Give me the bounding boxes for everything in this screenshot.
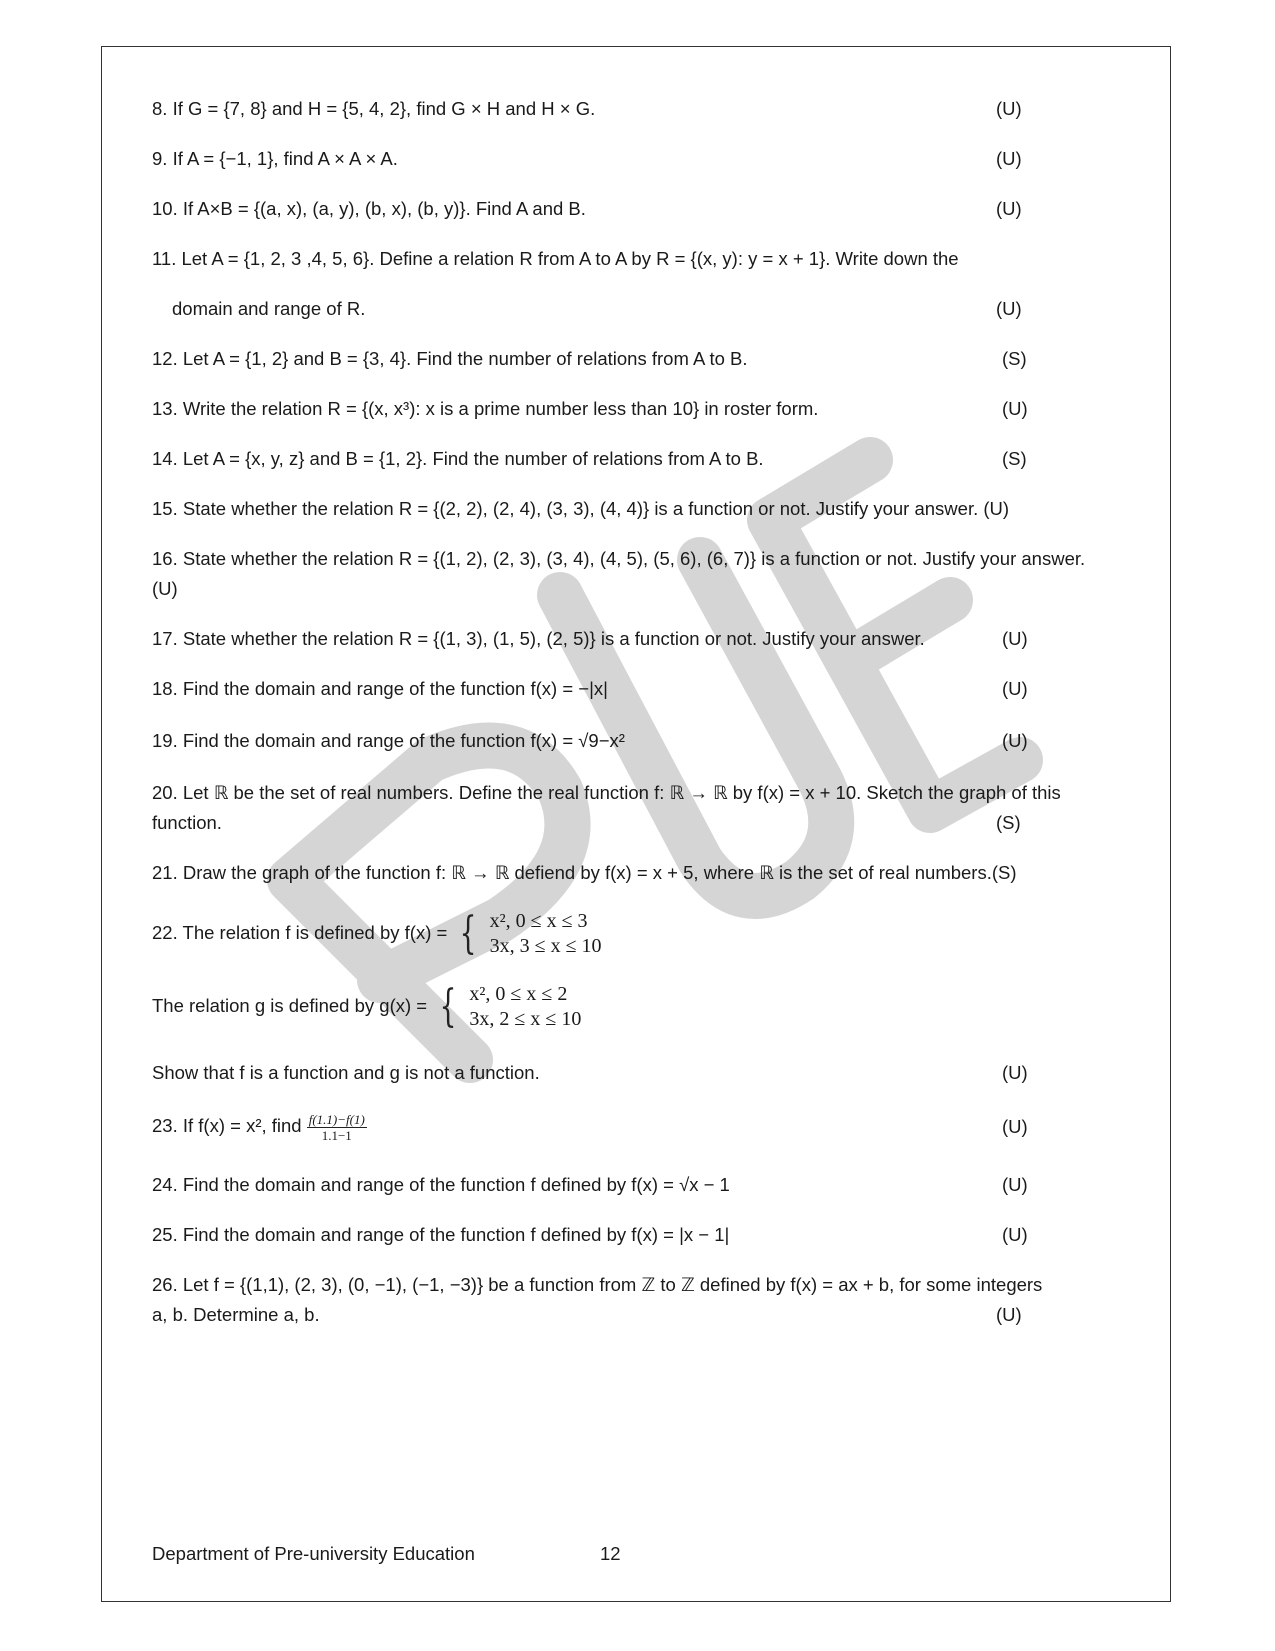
question-9-mark: (U) <box>996 148 1022 169</box>
fraction-numerator: f(1.1)−f(1) <box>308 1111 365 1127</box>
question-11: 11. Let A = {1, 2, 3 ,4, 5, 6}. Define a relation R from A to A by R = {(x, y): y = x + 1}. Write down the <box>152 248 959 269</box>
fraction <box>307 1112 367 1143</box>
question-11-line2: domain and range of R. <box>172 298 366 319</box>
question-19: 19. Find the domain and range of the function f(x) = √9−x² <box>152 730 625 751</box>
question-13: 13. Write the relation R = {(x, x³): x is a prime number less than 10} in roster form. <box>152 398 819 419</box>
question-11-mark: (U) <box>996 298 1022 319</box>
question-13-mark: (U) <box>1002 398 1028 419</box>
question-15: 15. State whether the relation R = {(2, 2), (2, 4), (3, 3), (4, 4)} is a function or not. Justify your answer. (U) <box>152 498 1010 519</box>
question-23-text: 23. If f(x) = x², find <box>152 1115 302 1136</box>
question-9: 9. If A = {−1, 1}, find A × A × A. <box>152 148 398 169</box>
piecewise-f <box>490 909 602 959</box>
question-16: 16. State whether the relation R = {(1, 2), (2, 3), (3, 4), (4, 5), (5, 6), (6, 7)} is a function or not. Justify your answer. <box>152 548 1086 569</box>
question-22-mark: (U) <box>1002 1062 1028 1083</box>
question-26: 26. Let f = {(1,1), (2, 3), (0, −1), (−1, −3)} be a function from ℤ to ℤ defined by f(x) = ax + b, for some integers <box>152 1274 1043 1295</box>
fraction-denominator: 1.1−1 <box>321 1127 352 1143</box>
question-20-line2: function. <box>152 812 222 833</box>
question-25: 25. Find the domain and range of the function f defined by f(x) = |x − 1| <box>152 1224 730 1245</box>
question-10-mark: (U) <box>996 198 1022 219</box>
question-17: 17. State whether the relation R = {(1, 3), (1, 5), (2, 5)} is a function or not. Justify your answer. <box>152 628 925 649</box>
question-18: 18. Find the domain and range of the function f(x) = −|x| <box>152 678 608 699</box>
question-14: 14. Let A = {x, y, z} and B = {1, 2}. Find the number of relations from A to B. <box>152 448 764 469</box>
question-20-mark: (S) <box>996 812 1021 833</box>
question-22-g <box>152 981 1172 1032</box>
question-17-mark: (U) <box>1002 628 1028 649</box>
question-10: 10. If A×B = {(a, x), (a, y), (b, x), (b, y)}. Find A and B. <box>152 198 586 219</box>
question-12-mark: (S) <box>1002 348 1027 369</box>
svg-text:PUE: PUE <box>0 0 3 1</box>
page-number: 12 <box>600 1543 621 1564</box>
question-22-g-text: The relation g is defined by g(x) = <box>152 995 428 1016</box>
question-26-mark: (U) <box>996 1304 1022 1325</box>
piecewise-g-case1: x², 0 ≤ x ≤ 2 <box>469 983 568 1006</box>
question-24-mark: (U) <box>1002 1174 1028 1195</box>
question-19-mark: (U) <box>1002 730 1028 751</box>
question-12: 12. Let A = {1, 2} and B = {3, 4}. Find the number of relations from A to B. <box>152 348 748 369</box>
question-22-text: 22. The relation f is defined by f(x) = <box>152 922 448 943</box>
question-21: 21. Draw the graph of the function f: ℝ → ℝ defiend by f(x) = x + 5, where ℝ is the set of real numbers.(S) <box>152 862 1017 883</box>
question-14-mark: (S) <box>1002 448 1027 469</box>
question-22-show: Show that f is a function and g is not a function. <box>152 1062 540 1083</box>
left-brace: { <box>460 908 477 960</box>
piecewise-f-case2: 3x, 3 ≤ x ≤ 10 <box>489 935 602 958</box>
question-18-mark: (U) <box>1002 678 1028 699</box>
piecewise-g-case2: 3x, 2 ≤ x ≤ 10 <box>469 1008 582 1031</box>
question-16-mark: (U) <box>152 578 178 599</box>
question-23-mark: (U) <box>1002 1116 1028 1137</box>
question-8: 8. If G = {7, 8} and H = {5, 4, 2}, find G × H and H × G. <box>152 98 596 119</box>
question-24: 24. Find the domain and range of the function f defined by f(x) = √x − 1 <box>152 1174 730 1195</box>
question-8-mark: (U) <box>996 98 1022 119</box>
left-brace: { <box>439 981 457 1033</box>
question-22 <box>152 908 1172 959</box>
question-25-mark: (U) <box>1002 1224 1028 1245</box>
footer-department: Department of Pre-university Education <box>152 1543 475 1564</box>
piecewise-g <box>469 982 581 1032</box>
question-26-line2: a, b. Determine a, b. <box>152 1304 320 1325</box>
question-20: 20. Let ℝ be the set of real numbers. Define the real function f: ℝ → ℝ by f(x) = x + 10. Sketch the graph of this <box>152 782 1061 803</box>
piecewise-f-case1: x², 0 ≤ x ≤ 3 <box>489 910 588 933</box>
